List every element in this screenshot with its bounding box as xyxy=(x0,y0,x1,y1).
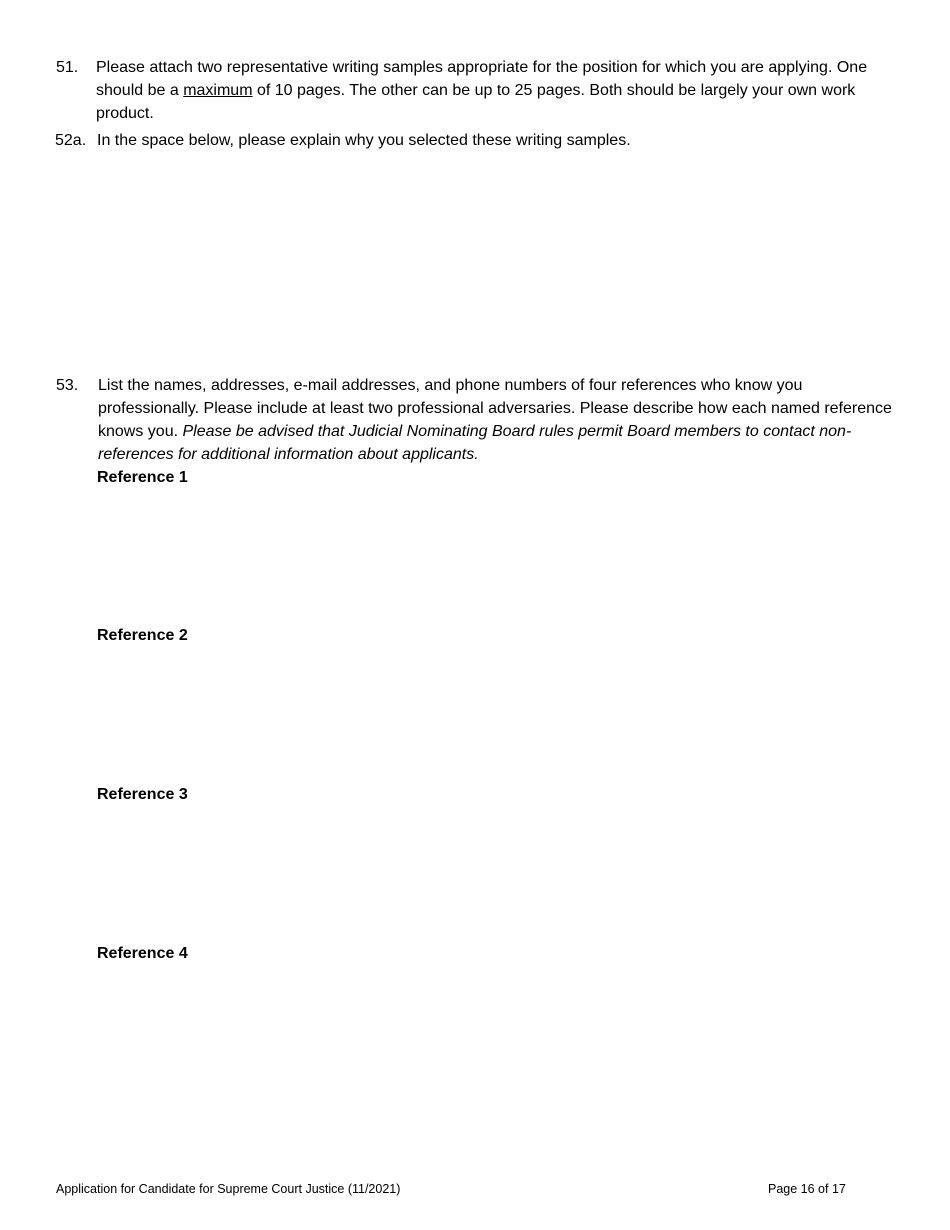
footer-title: Application for Candidate for Supreme Court Justice (11/2021) xyxy=(56,1182,401,1196)
reference-3-heading: Reference 3 xyxy=(97,786,188,803)
question-52a xyxy=(55,129,905,152)
question-53-number: 53. xyxy=(56,377,79,394)
reference-4-heading: Reference 4 xyxy=(97,945,188,962)
question-51-underlined: maximum xyxy=(183,82,253,99)
question-52a-text: In the space below, please explain why you selected these writing samples. xyxy=(97,132,631,149)
question-53-italic-note: Please be advised that Judicial Nominating Board rules permit Board members to contact non-references for additional information about applicants. xyxy=(98,423,852,463)
question-51-number: 51. xyxy=(56,59,79,76)
reference-1-heading: Reference 1 xyxy=(97,469,188,486)
question-51-text: Please attach two representative writing samples appropriate for the position for which you are applying. One should be a maximum of 10 pages. The other can be up to 25 pages. Both should be largely your own work product. xyxy=(96,59,868,122)
question-51 xyxy=(56,56,906,125)
footer-page-number: Page 16 of 17 xyxy=(768,1182,846,1196)
reference-2-heading: Reference 2 xyxy=(97,627,188,644)
question-53-text: List the names, addresses, e-mail addresses, and phone numbers of four references who know you professionally. Please include at least two professional adversaries. Please describe how each named reference knows you. Please be advised that Judicial Nominating Board rules permit Board members to contact non-references for additional information about applicants. xyxy=(98,377,892,463)
question-52a-number: 52a. xyxy=(55,132,87,149)
question-53 xyxy=(56,374,896,466)
